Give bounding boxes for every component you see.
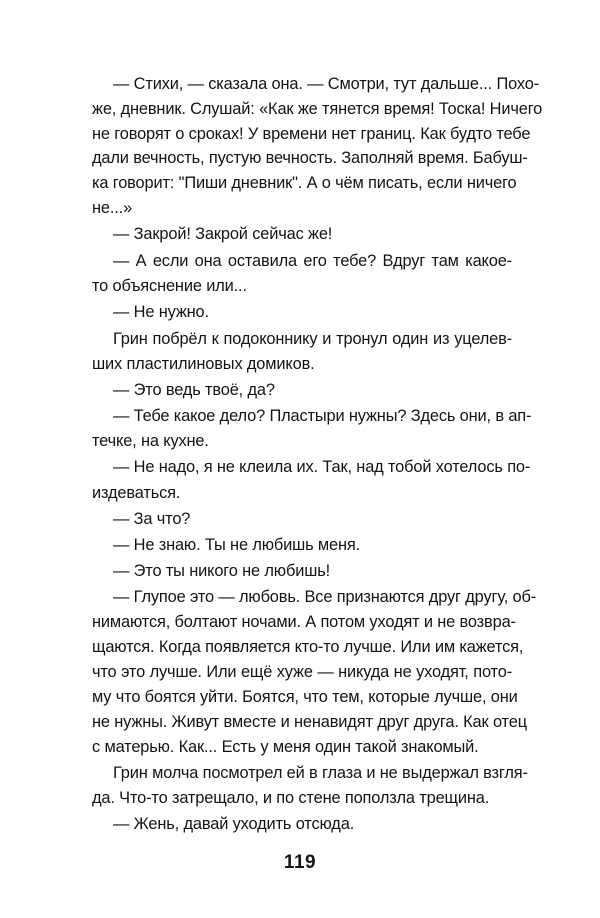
text-line: — Тебе какое дело? Пластыри нужны? Здесь они, в ап- xyxy=(113,407,532,425)
text-line: — Это ты никого не любишь! xyxy=(113,562,330,580)
text-line: ших пластилиновых домиков. xyxy=(92,355,315,373)
text-line: не говорят о сроках! У времени нет границ. Как будто тебе xyxy=(92,125,531,143)
text-line: не...» xyxy=(92,199,133,217)
text-line: с матерью. Как... Есть у меня один такой знакомый. xyxy=(92,738,479,756)
text-line: что это лучше. Или ещё хуже — никуда не уходят, пото- xyxy=(92,663,512,681)
text-line: издеваться. xyxy=(92,484,181,502)
text-line: же, дневник. Слушай: «Как же тянется время! Тоска! Ничего xyxy=(92,100,543,118)
page-number: 119 xyxy=(283,852,317,873)
text-line: — Закрой! Закрой сейчас же! xyxy=(113,225,333,243)
text-line: да. Что-то затрещало, и по стене поползла трещина. xyxy=(92,789,490,807)
text-line: — Жень, давай уходить отсюда. xyxy=(113,815,355,833)
text-line: ка говорит: "Пиши дневник". А о чём писать, если ничего xyxy=(92,174,517,192)
text-line: — За что? xyxy=(113,510,191,528)
text-line: щаются. Когда появляется кто-то лучше. Или им кажется, xyxy=(92,638,524,656)
text-line: не нужны. Живут вместе и ненавидят друг друга. Как отец xyxy=(92,713,527,731)
text-line: дали вечность, пустую вечность. Заполняй время. Бабуш- xyxy=(92,149,528,167)
text-line: — А если она оставила его тебе? Вдруг там какое- xyxy=(113,252,512,270)
text-line: то объяснение или... xyxy=(92,277,247,295)
text-line: течке, на кухне. xyxy=(92,432,209,450)
text-line: — Не нужно. xyxy=(113,303,209,321)
text-line: нимаются, болтают ночами. А потом уходят и не возвра- xyxy=(92,613,516,631)
text-line: Грин молча посмотрел ей в глаза и не выдержал взгля- xyxy=(113,764,528,782)
text-line: му что боятся уйти. Боятся, что тем, которые лучше, они xyxy=(92,688,518,706)
text-line: — Не надо, я не клеила их. Так, над тобой хотелось по- xyxy=(113,458,531,476)
text-line: — Стихи, — сказала она. — Смотри, тут дальше... Похо- xyxy=(113,75,540,93)
text-line: Грин побрёл к подоконнику и тронул один из уцелев- xyxy=(113,330,512,348)
text-line: — Глупое это — любовь. Все признаются друг другу, об- xyxy=(113,588,537,606)
text-line: — Это ведь твоё, да? xyxy=(113,381,275,399)
text-line: — Не знаю. Ты не любишь меня. xyxy=(113,536,361,554)
